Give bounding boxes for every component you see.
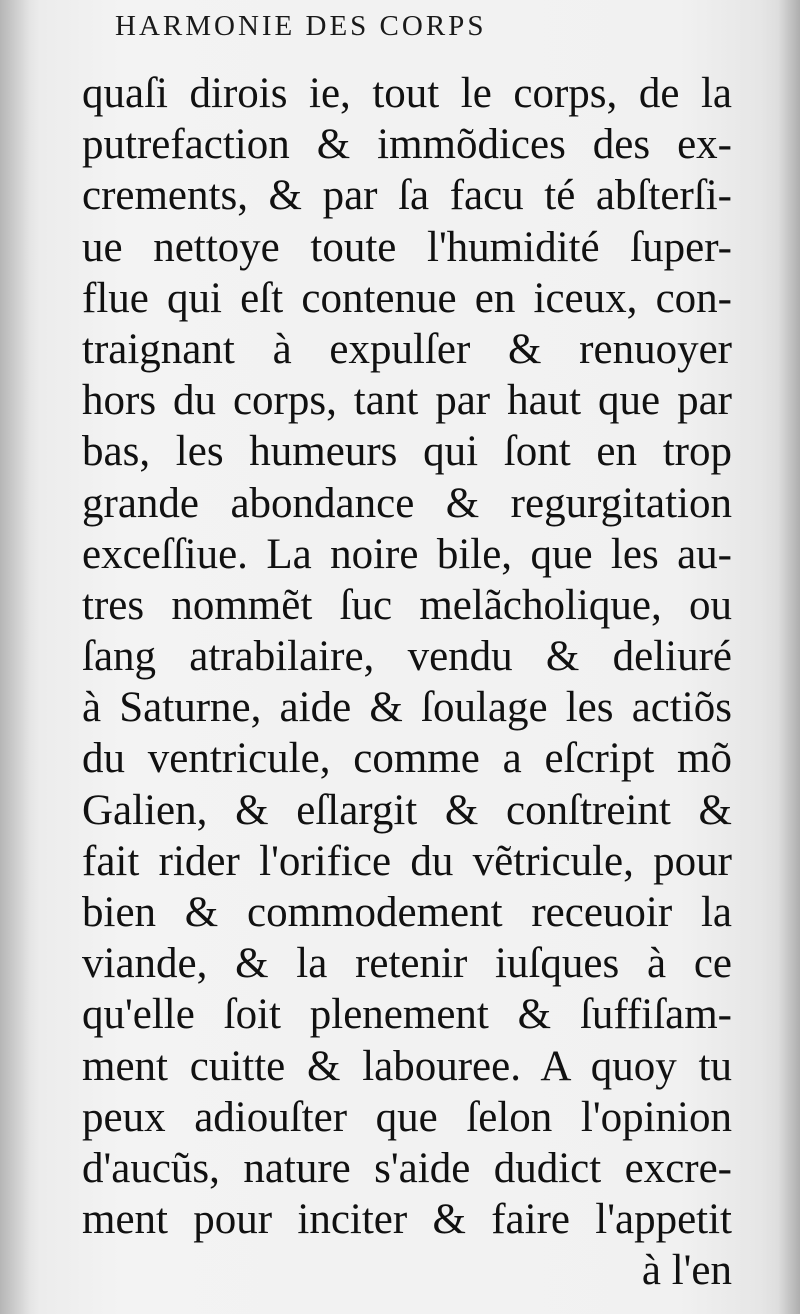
- text-line: flue qui eſt contenue en iceux, con-: [82, 274, 732, 322]
- text-line: hors du corps, tant par haut que par: [82, 377, 732, 425]
- catchword: à l'en: [641, 1247, 732, 1295]
- page-left-shadow: [0, 0, 30, 1314]
- text-line: ſang atrabilaire, vendu & deliuré: [82, 633, 732, 681]
- text-line: tres nommẽt ſuc melãcholique, ou: [82, 581, 732, 629]
- text-line: putrefaction & immõdices des ex-: [82, 121, 732, 169]
- text-line: exceſſiue. La noire bile, que les au-: [82, 530, 732, 578]
- text-line: viande, & la retenir iuſques à ce: [82, 940, 732, 988]
- text-line: crements, & par ſa facu té abſterſi-: [82, 172, 732, 220]
- text-line: bien & commodement receuoir la: [82, 889, 732, 936]
- text-line: à Saturne, aide & ſoulage les actiõs: [82, 684, 732, 732]
- text-line: Galien, & eſlargit & conſtreint &: [82, 786, 732, 834]
- text-line: ue nettoye toute l'humidité ſuper-: [82, 223, 732, 271]
- text-line: traignant à expulſer & renuoyer: [82, 325, 732, 373]
- text-line: qu'elle ſoit plenement & ſuffiſam-: [82, 991, 732, 1039]
- text-line: bas, les humeurs qui ſont en trop: [82, 428, 732, 476]
- text-line: peux adiouſter que ſelon l'opinion: [82, 1093, 732, 1141]
- text-line: grande abondance & regurgitation: [82, 479, 732, 527]
- text-line: fait rider l'orifice du vẽtricule, pour: [82, 837, 732, 885]
- text-line: du ventricule, comme a eſcript mõ: [82, 735, 732, 783]
- body-text: [82, 68, 732, 1297]
- text-line: d'aucũs, nature s'aide dudict excre-: [82, 1144, 732, 1192]
- text-line: ment cuitte & labouree. A quoy tu: [82, 1042, 732, 1090]
- running-head: HARMONIE DES CORPS: [115, 10, 487, 42]
- text-line: ment pour inciter & faire l'appetit: [82, 1196, 732, 1244]
- text-line: quaſi dirois ie, tout le corps, de la: [82, 70, 732, 117]
- page-right-shadow: [778, 0, 800, 1314]
